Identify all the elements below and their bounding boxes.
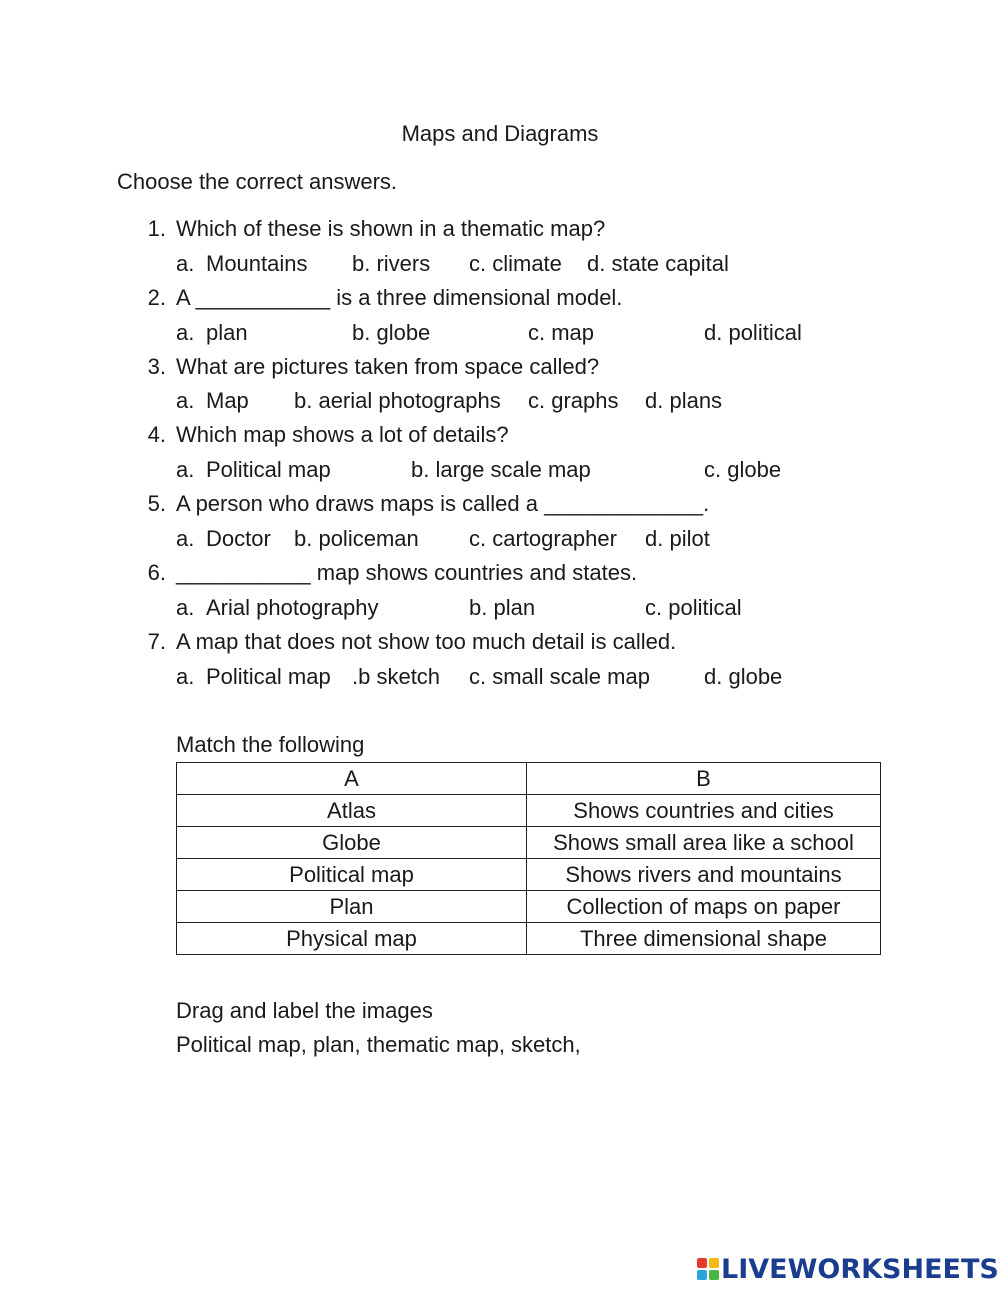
page-title: Maps and Diagrams [401,121,599,146]
option-b[interactable]: b. policeman [294,526,419,551]
option-a[interactable]: Doctor [206,526,271,551]
brand-name: LIVEWORKSHEETS [721,1253,999,1285]
match-term[interactable]: Globe [177,827,527,859]
option-letter: a. [176,251,195,276]
match-description[interactable]: Shows small area like a school [527,827,881,859]
option-d[interactable]: d. state capital [587,251,729,276]
option-b[interactable]: b. large scale map [411,457,591,482]
table-header-row [177,763,881,795]
option-letter: a. [176,526,195,551]
option-c[interactable]: c. map [528,320,595,345]
table-row [177,827,881,859]
table-row [177,795,881,827]
option-letter: a. [176,320,195,345]
question-text: What are pictures taken from space called? [176,354,600,379]
option-a[interactable]: Political map [206,664,331,689]
logo-square [709,1270,719,1280]
option-a[interactable]: Political map [206,457,331,482]
question-text: Which map shows a lot of details? [176,422,509,447]
option-a[interactable]: plan [206,320,248,345]
logo-square [709,1258,719,1268]
match-description[interactable]: Shows countries and cities [527,795,881,827]
table-row [177,891,881,923]
question-text: ___________ map shows countries and states. [176,560,638,585]
option-c[interactable]: c. climate [469,251,562,276]
column-b-header: B [527,763,881,795]
match-description[interactable]: Shows rivers and mountains [527,859,881,891]
question-number: 7. [147,629,166,654]
match-term[interactable]: Atlas [177,795,527,827]
match-heading: Match the following [176,732,365,757]
question-text: A ___________ is a three dimensional model. [176,285,623,310]
question-number: 6. [147,560,166,585]
question-number: 3. [147,354,166,379]
question-text: A person who draws maps is called a _____________. [176,491,710,516]
option-c[interactable]: c. cartographer [469,526,617,551]
option-b[interactable]: .b sketch [352,664,441,689]
option-c[interactable]: c. small scale map [469,664,650,689]
match-table [176,762,881,955]
table-row [177,923,881,955]
question-number: 2. [147,285,166,310]
liveworksheets-logo-icon [697,1258,719,1280]
match-description[interactable]: Three dimensional shape [527,923,881,955]
column-a-header: A [177,763,527,795]
option-d[interactable]: d. pilot [645,526,710,551]
question-text: A map that does not show too much detail is called. [176,629,677,654]
option-letter: a. [176,595,195,620]
instructions: Choose the correct answers. [117,169,398,194]
logo-square [697,1258,707,1268]
option-b[interactable]: b. globe [352,320,431,345]
match-description[interactable]: Collection of maps on paper [527,891,881,923]
option-d[interactable]: d. plans [645,388,723,413]
question-number: 5. [147,491,166,516]
question-text: Which of these is shown in a thematic map? [176,216,606,241]
option-a[interactable]: Map [206,388,249,413]
liveworksheets-logo [697,1253,999,1285]
option-letter: a. [176,664,195,689]
question-number: 1. [147,216,166,241]
table-row [177,859,881,891]
option-c[interactable]: c. graphs [528,388,619,413]
match-term[interactable]: Plan [177,891,527,923]
option-d[interactable]: d. globe [704,664,783,689]
option-a[interactable]: Arial photography [206,595,379,620]
question-number: 4. [147,422,166,447]
logo-square [697,1270,707,1280]
option-b[interactable]: b. rivers [352,251,431,276]
option-b[interactable]: b. plan [469,595,536,620]
drag-label-list: Political map, plan, thematic map, sketch, [176,1032,581,1057]
match-term[interactable]: Political map [177,859,527,891]
match-term[interactable]: Physical map [177,923,527,955]
option-a[interactable]: Mountains [206,251,308,276]
drag-heading: Drag and label the images [176,998,433,1023]
option-c[interactable]: c. political [645,595,742,620]
option-b[interactable]: b. aerial photographs [294,388,501,413]
option-letter: a. [176,388,195,413]
option-d[interactable]: d. political [704,320,802,345]
option-letter: a. [176,457,195,482]
option-c[interactable]: c. globe [704,457,782,482]
